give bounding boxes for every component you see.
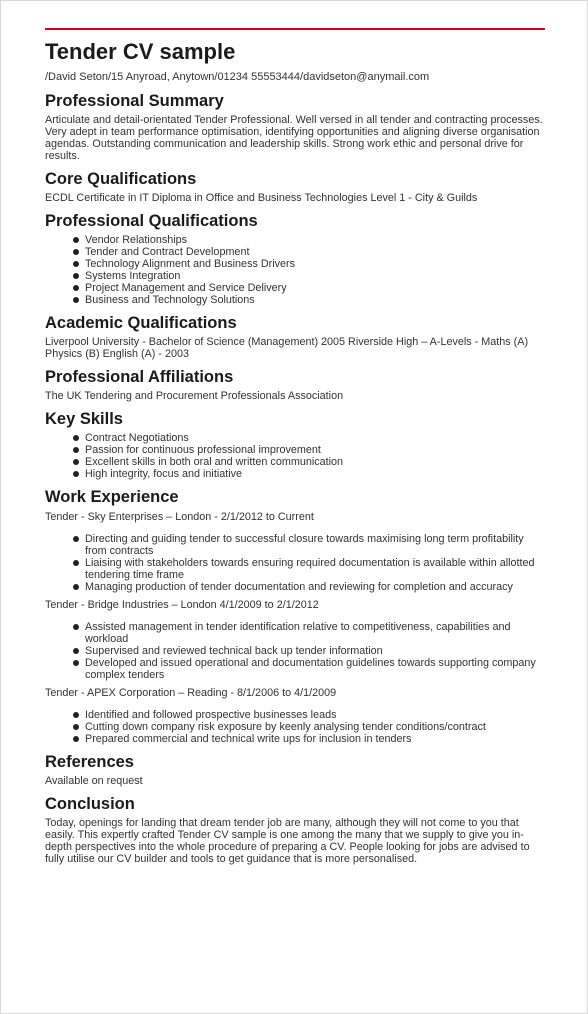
- list-item: Business and Technology Solutions: [85, 294, 545, 306]
- section-heading: Core Qualifications: [45, 170, 197, 188]
- list-item: Identified and followed prospective businesses leads: [85, 709, 545, 721]
- section-heading: Professional Qualifications: [45, 212, 258, 230]
- affiliations-text: The UK Tendering and Procurement Professionals Association: [45, 390, 344, 402]
- job-duties-list: [45, 621, 545, 681]
- list-item: Liaising with stakeholders towards ensuring required documentation is available within allotted tendering time frame: [85, 557, 545, 581]
- section-heading: Key Skills: [45, 410, 123, 428]
- job-title: Tender - Sky Enterprises – London - 2/1/2012 to Current: [45, 511, 314, 523]
- section-core-qualifications: [45, 168, 545, 204]
- references-text: Available on request: [45, 775, 143, 787]
- summary-text: Articulate and detail-orientated Tender Professional. Well versed in all tender and contracting processes. Very adept in team performance optimisation, identifying opportunities and aligning diverse organisation agendas. Outstanding communication and leadership skills. Strong work ethic and personal drive for results.: [45, 114, 543, 162]
- list-item: Directing and guiding tender to successful closure towards maximising long term profitability from contracts: [85, 533, 545, 557]
- list-item: Vendor Relationships: [85, 234, 545, 246]
- job-title: Tender - APEX Corporation – Reading - 8/1/2006 to 4/1/2009: [45, 687, 337, 699]
- section-references: [45, 751, 545, 787]
- list-item: Assisted management in tender identification relative to competitiveness, capabilities and workload: [85, 621, 545, 645]
- section-heading: Professional Summary: [45, 92, 224, 110]
- core-qualifications-text: ECDL Certificate in IT Diploma in Office and Business Technologies Level 1 - City & Guilds: [45, 192, 478, 204]
- job-title: Tender - Bridge Industries – London 4/1/2009 to 2/1/2012: [45, 599, 319, 611]
- contact-line: /David Seton/15 Anyroad, Anytown/01234 55553444/davidseton@anymail.com: [45, 71, 430, 83]
- section-heading: Work Experience: [45, 488, 179, 506]
- cv-content: [45, 37, 545, 865]
- conclusion-text: Today, openings for landing that dream tender job are many, although they will not come to you that easily. This expertly crafted Tender CV sample is one among the many that we supply to give you in-depth perspectives into the whole procedure of preparing a CV. People looking for jobs are advised to fully utilise our CV builder and tools to get guidance that is more personalised.: [45, 817, 530, 865]
- section-academic-qualifications: [45, 312, 545, 360]
- section-conclusion: [45, 793, 545, 865]
- section-professional-summary: [45, 90, 545, 162]
- list-item: High integrity, focus and initiative: [85, 468, 545, 480]
- document-title: Tender CV sample: [45, 39, 236, 64]
- section-heading: Professional Affiliations: [45, 368, 234, 386]
- list-item: Tender and Contract Development: [85, 246, 545, 258]
- list-item: Supervised and reviewed technical back up tender information: [85, 645, 545, 657]
- list-item: Technology Alignment and Business Drivers: [85, 258, 545, 270]
- list-item: Excellent skills in both oral and written communication: [85, 456, 545, 468]
- job-duties-list: [45, 533, 545, 593]
- section-professional-affiliations: [45, 366, 545, 402]
- section-heading: References: [45, 753, 134, 771]
- professional-qualifications-list: [45, 234, 545, 306]
- academic-text: Liverpool University - Bachelor of Science (Management) 2005 Riverside High – A-Levels - Maths (A) Physics (B) English (A) - 2003: [45, 336, 529, 360]
- list-item: Cutting down company risk exposure by keenly analysing tender conditions/contract: [85, 721, 545, 733]
- section-heading: Conclusion: [45, 795, 135, 813]
- job-duties-list: [45, 709, 545, 745]
- section-professional-qualifications: [45, 210, 545, 306]
- list-item: Developed and issued operational and documentation guidelines towards supporting company complex tenders: [85, 657, 545, 681]
- list-item: Project Management and Service Delivery: [85, 282, 545, 294]
- section-key-skills: [45, 408, 545, 480]
- section-heading: Academic Qualifications: [45, 314, 237, 332]
- section-work-experience: [45, 486, 545, 745]
- key-skills-list: [45, 432, 545, 480]
- list-item: Prepared commercial and technical write ups for inclusion in tenders: [85, 733, 545, 745]
- list-item: Contract Negotiations: [85, 432, 545, 444]
- top-accent-rule: [45, 28, 545, 30]
- list-item: Managing production of tender documentation and reviewing for completion and accuracy: [85, 581, 545, 593]
- list-item: Systems Integration: [85, 270, 545, 282]
- list-item: Passion for continuous professional improvement: [85, 444, 545, 456]
